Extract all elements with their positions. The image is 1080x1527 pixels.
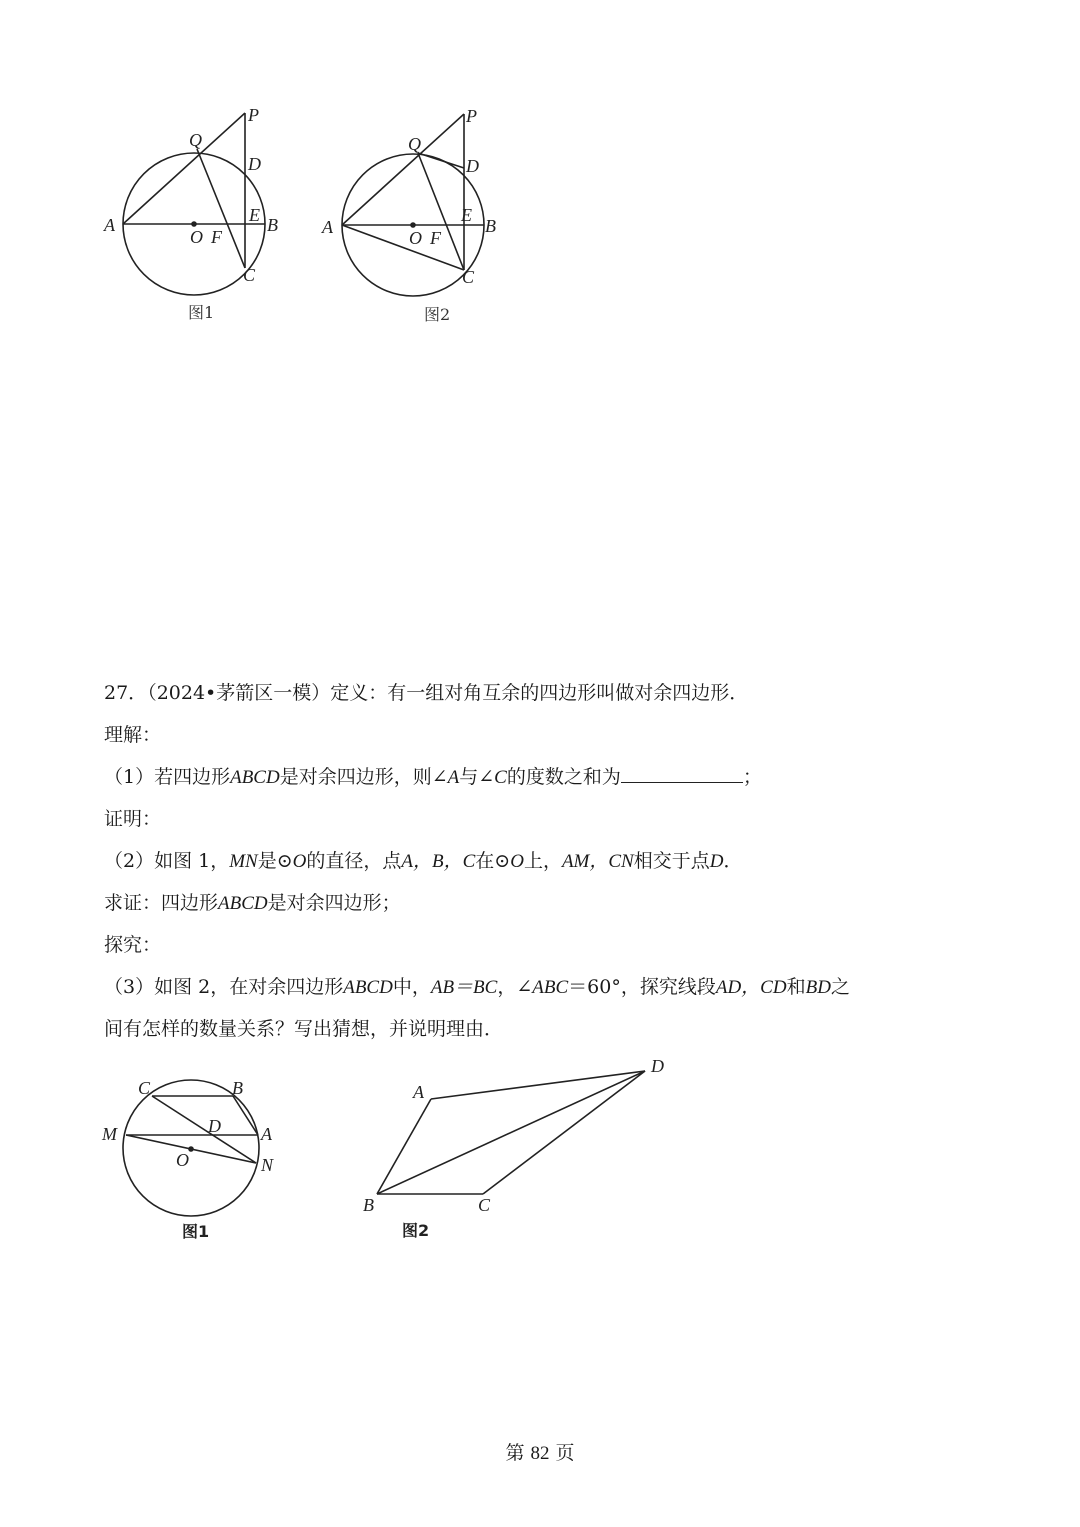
label-b: B: [267, 215, 278, 235]
label-p: P: [248, 105, 259, 125]
caption: 图1: [182, 1222, 210, 1241]
q1-quad-name: ABCD: [230, 767, 280, 788]
q2-d: D: [709, 851, 724, 872]
label-o: O: [190, 227, 203, 247]
label-d: D: [651, 1056, 664, 1076]
q2-text: 上，: [523, 850, 562, 872]
q2-text: ．: [723, 850, 743, 872]
label-e: E: [461, 205, 472, 225]
section-label: 证明：: [104, 808, 162, 830]
question-2-claim: [104, 890, 401, 917]
problem-number: 27．: [104, 682, 148, 704]
q2-mn: MN: [229, 851, 258, 872]
definition-text: 定义：有一组对角互余的四边形叫做对余四边形．: [330, 682, 749, 704]
footer-suffix: 页: [555, 1442, 575, 1464]
claim-text: 求证：四边形: [104, 892, 219, 914]
caption: 图2: [424, 305, 451, 324]
label-a: A: [413, 1082, 424, 1102]
page-footer: [0, 1438, 1080, 1465]
problem-source: （2024•茅箭区一模）: [147, 682, 331, 704]
top-figure-2: [318, 100, 518, 330]
q1-text: 的度数之和为: [506, 766, 621, 788]
answer-blank[interactable]: [621, 764, 743, 783]
label-e: E: [249, 205, 260, 225]
bottom-figure-1: [98, 1070, 298, 1250]
q3-text: 和: [786, 976, 806, 998]
claim-text: 是对余四边形；: [267, 892, 401, 914]
label-f: F: [430, 228, 441, 248]
question-3-line2: [104, 1016, 503, 1042]
problem-definition: [104, 680, 748, 706]
q1-text: ；: [742, 766, 762, 788]
label-o: O: [409, 228, 422, 248]
q1-angle-a: A: [447, 767, 460, 788]
label-c: C: [462, 267, 475, 287]
label-a: A: [261, 1124, 272, 1144]
q2-text: 的直径，点: [306, 850, 402, 872]
question-3: [104, 974, 850, 1001]
q2-text: （2）如图 1，: [104, 850, 230, 872]
label-p: P: [466, 106, 477, 126]
q2-text: 相交于点: [633, 850, 710, 872]
q2-lines: AM，CN: [561, 851, 634, 872]
q1-text: 是对余四边形，则∠: [279, 766, 448, 788]
label-q: Q: [408, 134, 421, 154]
section-understand: [104, 722, 161, 748]
label-q: Q: [189, 130, 202, 150]
q1-text: 与∠: [459, 766, 495, 788]
caption: 图2: [402, 1221, 430, 1240]
q2-text: 是⊙: [257, 850, 293, 872]
q2-o: O: [510, 851, 524, 872]
label-d: D: [466, 156, 479, 176]
claim-quad: ABCD: [218, 893, 268, 914]
label-o: O: [176, 1150, 189, 1170]
label-b: B: [232, 1078, 243, 1098]
q2-o: O: [292, 851, 307, 872]
label-a: A: [104, 215, 115, 235]
label-d: D: [248, 154, 261, 174]
bottom-figure-2: [355, 1050, 675, 1250]
label-b: B: [485, 216, 496, 236]
q3-segments: AD，CD: [715, 977, 787, 998]
label-m: M: [102, 1124, 117, 1144]
label-c: C: [243, 265, 256, 285]
question-1: [104, 764, 762, 791]
q3-quad: ABCD: [343, 977, 393, 998]
section-explore: [104, 932, 161, 958]
label-c: C: [478, 1195, 491, 1215]
label-b: B: [363, 1195, 374, 1215]
q2-text: 在⊙: [475, 850, 511, 872]
q1-angle-c: C: [494, 767, 507, 788]
q1-text: （1）若四边形: [104, 766, 231, 788]
label-n: N: [261, 1155, 274, 1175]
q3-text: 之: [830, 976, 850, 998]
label-d: D: [208, 1116, 221, 1136]
page-number: 82: [530, 1443, 550, 1464]
q2-points: A，B，C: [401, 851, 476, 872]
q3-text: 间有怎样的数量关系？写出猜想，并说明理由．: [104, 1018, 504, 1040]
label-f: F: [211, 227, 222, 247]
section-label: 探究：: [104, 934, 162, 956]
q3-text: ，∠: [497, 976, 533, 998]
label-c: C: [138, 1078, 151, 1098]
top-figure-1: [100, 100, 300, 330]
question-2: [104, 848, 743, 875]
q3-angle: ABC: [532, 977, 569, 998]
q3-text: （3）如图 2，在对余四边形: [104, 976, 344, 998]
caption: 图1: [188, 303, 215, 322]
section-label: 理解：: [104, 724, 162, 746]
section-prove: [104, 806, 161, 832]
q3-text: ＝60°，探究线段: [568, 976, 716, 998]
label-a: A: [322, 217, 333, 237]
q3-text: 中，: [392, 976, 431, 998]
q3-equality: AB＝BC: [430, 977, 498, 998]
footer-prefix: 第: [505, 1442, 525, 1464]
q3-bd: BD: [805, 977, 831, 998]
